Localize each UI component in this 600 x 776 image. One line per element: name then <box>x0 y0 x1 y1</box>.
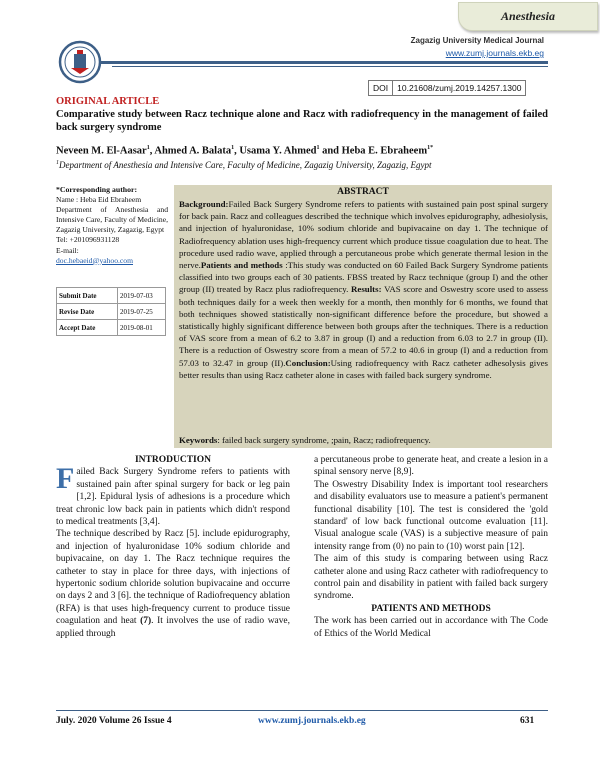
body-left-column <box>56 454 290 640</box>
drop-cap: F <box>56 462 75 496</box>
doi-value[interactable]: 10.21608/zumj.2019.14257.1300 <box>397 83 522 93</box>
journal-name: Zagazig University Medical Journal <box>410 36 544 45</box>
article-type: ORIGINAL ARTICLE <box>56 96 160 107</box>
author-4: and Heba E. Ebraheem <box>322 145 428 157</box>
dates-table <box>56 287 166 336</box>
corr-tel: Tel: +201096931128 <box>56 235 120 245</box>
author-3: Usama Y. Ahmed <box>239 145 317 157</box>
intro-paragraph-2: The technique described by Racz [5]. include epidurography, and injection of hyaluronidase 10% sodium chloride and bupivacaine, on day 1. The Racz technique requires the catheter to stay in place for three days, with injections of hypertonic sodium chloride solution bupivacaine and occurre on days 2 and 3 [6]. the technique of Radiofrequency ablation (RFA) is that uses high-frequency current to produce tissue coagulation and heat (7). It involves the use of radio wave, applied through <box>56 529 290 639</box>
intro-heading: INTRODUCTION <box>134 455 211 465</box>
right-paragraph-3: The aim of this study is comparing between using Racz catheter alone and using Racz catheter with radiofrequency to control pain and disability in patient with failed back surgery syndrome. <box>314 554 548 602</box>
author-list: Neveen M. El-Aasar$^1$, Ahmed A. Balata$^1$, Usama Y. Ahmed$^1$ and Heba E. Ebraheem$^{1*}$ <box>56 145 434 157</box>
university-logo-icon <box>58 40 102 84</box>
corresponding-author <box>56 185 168 266</box>
footer-issue: July. 2020 Volume 26 Issue 4 <box>56 716 172 726</box>
corr-label: *Corresponding author: <box>56 185 138 194</box>
doi-box <box>368 80 526 96</box>
doi-label: DOI <box>369 81 393 95</box>
section-tab: Anesthesia <box>458 2 598 31</box>
abstract-heading: ABSTRACT <box>337 187 389 197</box>
page-number: 631 <box>520 716 535 726</box>
right-paragraph-2: The Oswestry Disability Index is important tool researchers and disability evaluators use to measure a patient's permanent functional disability [10]. The test is considered the 'gold standard' of low back functional outcome evaluation [11]. Visual analogue scale (VAS) is a subjective measure of pain intensity range from (0) no pain to (10) worst pain [12]. <box>314 479 548 552</box>
footer-rule <box>56 710 548 711</box>
corr-affiliation: Department of Anesthesia and Intensive Care, Faculty of Medicine, Zagazig University, Zagazig, Egypt <box>56 205 168 235</box>
header-rule <box>100 61 548 64</box>
right-paragraph-4: The work has been carried out in accordance with The Code of Ethics of the World Medical <box>314 616 548 639</box>
keywords: Keywords: failed back surgery syndrome, ;pain, Racz; radiofrequency. <box>179 435 431 445</box>
intro-paragraph-1: Failed Back Surgery Syndrome refers to patients with sustained pain after spinal surgery for back or leg pain [1,2]. Epidural lysis of adhesions is a procedure which treat chronic low back pain in patients which didn't respond to medical treatments [3,4]. <box>56 462 290 528</box>
body-right-column <box>314 454 548 640</box>
footer-url-link[interactable]: www.zumj.journals.ekb.eg <box>258 716 366 726</box>
right-paragraph-1: a percutaneous probe to generate heat, and create a lesion in a spinal sensory nerve [8,9]. <box>314 455 548 478</box>
author-1: Neveen M. El-Aasar <box>56 145 147 157</box>
abstract-text: Background:Failed Back Surgery Syndrome refers to patients with sustained pain post spinal surgery for back pain. Racz and colleagues described the technique which involves epidurography, adhesiolysis, and injection of hyaluronidase, 10% sodium chloride and bupivacaine on day 1. The technique of Radiofrequency ablation uses high-frequency current which produce tissue coagulation due to heat. The procedure used radio wave, applied through a percutaneous probe which generate thermal lesion in the nerve.Patients and methods :This study was conducted on 60 Failed Back Surgery Syndrome patients classified into two groups each of 30 patients. FBSS treated by Racz technique (group I) and the other group (II) treated by Racz plus radiofrequency. Results: VAS score and Oswestry score used to assess both techniques daily for a week then weekly for a month, then monthly for 6 months, we found that both techniques showed statistically non-significant difference before the procedure, but showed a statistically highly significant difference between both groups after the techniques. There is a reduction of VAS score from a mean of 6.2 to 3.87 in group (I) and a reduction from 6.03 to 2.7 in group (II). There is a reduction of Oswestry score from a mean of 57.2 to 40.6 in group (I) and a reduction from 57.03 to 32.47 in group (II).Conclusion:Using radiofrequency with Racz catheter adhesolysis gives better results than using Racz catheter alone in cases with failed back surgery syndrome. <box>179 199 549 380</box>
table-row: Revise Date 2019-07-25 <box>57 304 166 320</box>
affiliation: $^1$Department of Anesthesia and Intensive Care, Faculty of Medicine, Zagazig University, Zagazig, Egypt <box>56 160 432 170</box>
methods-heading: PATIENTS AND METHODS <box>371 603 491 614</box>
article-title: Comparative study between Racz technique alone and Racz with radiofrequency in the management of failed back surgery syndrome <box>56 109 548 133</box>
corr-name: Name : Heba Eid Ebraheem <box>56 195 142 205</box>
table-row: Submit Date 2019-07-03 <box>57 288 166 304</box>
author-2: Ahmed A. Balata <box>154 145 232 157</box>
journal-url-link[interactable]: www.zumj.journals.ekb.eg <box>445 48 544 58</box>
table-row: Accept Date 2019-08-01 <box>57 320 166 336</box>
corr-email-label: E-mail: <box>56 245 79 255</box>
corr-email-link[interactable]: doc.hebaeid@yahoo.com <box>56 255 133 265</box>
header-rule-thin <box>112 66 548 67</box>
